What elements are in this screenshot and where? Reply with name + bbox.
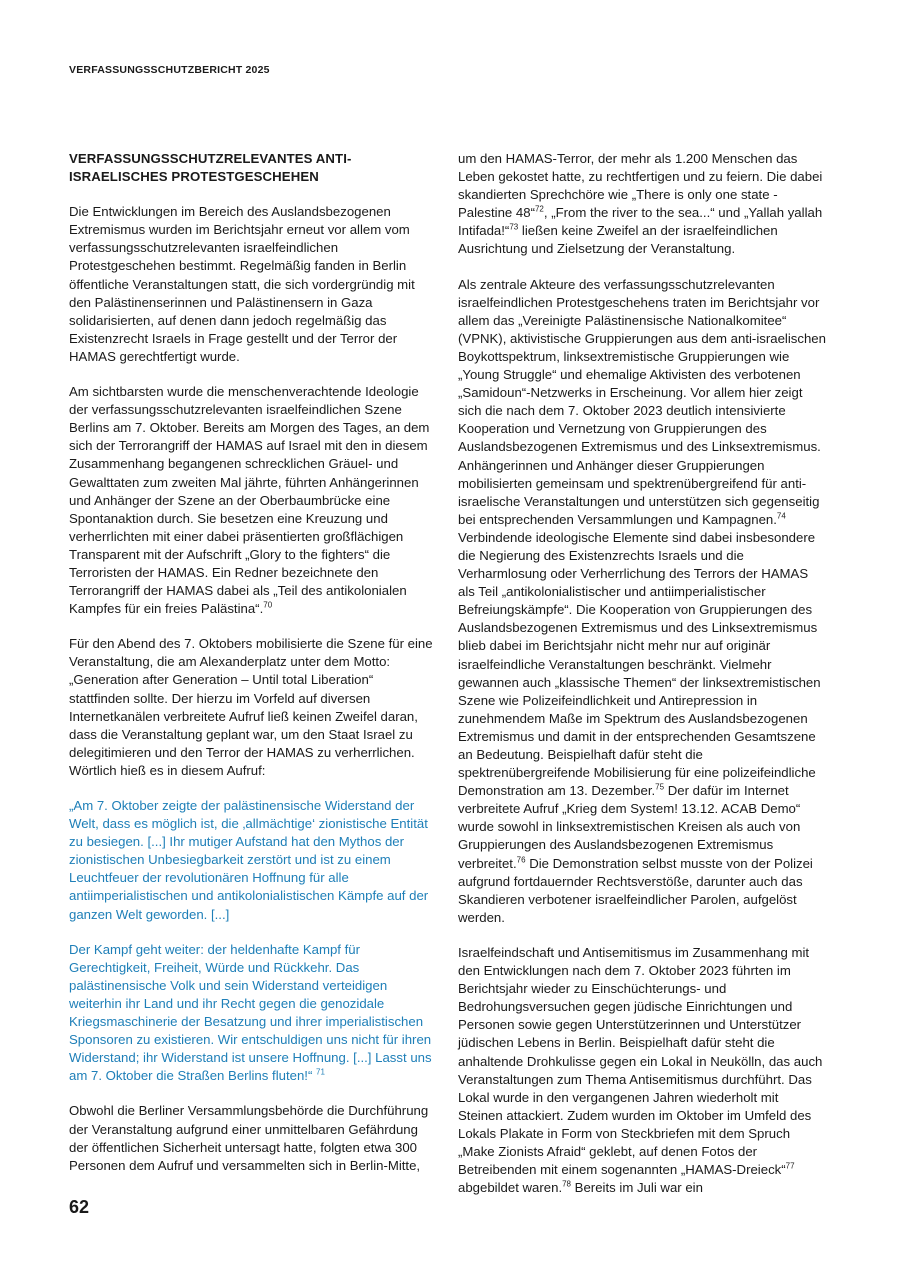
section-heading: VERFASSUNGSSCHUTZRELEVANTES ANTI-ISRAELISCHES PROTESTGESCHEHEN: [69, 151, 352, 185]
footnote-ref[interactable]: 72: [534, 204, 544, 214]
footnote-ref[interactable]: 77: [785, 1161, 795, 1171]
footnote-ref[interactable]: 71: [316, 1067, 325, 1077]
footnote-ref[interactable]: 73: [509, 222, 519, 232]
paragraph: Die Entwicklungen im Bereich des Auslandsbezogenen Extremismus wurden im Berichtsjahr erneut vor allem vom verfassungsschutzrelevanten israelfeindlichen Protestgeschehen bestimmt. Regelmäßig fanden in Berlin öffentliche Veranstaltungen statt, die sich vordergründig mit den Palästinenserinnen und Palästinensern in Gaza solidarisierten, auf denen dann jedoch regelmäßig das Existenzrecht Israels in Frage gestellt und der Terror der HAMAS gerechtfertigt wurde.: [69, 204, 415, 364]
document-header: VERFASSUNGSSCHUTZBERICHT 2025: [69, 64, 270, 76]
page-number: 62: [69, 1197, 90, 1217]
footnote-ref[interactable]: 74: [776, 511, 786, 521]
paragraph: Obwohl die Berliner Versammlungsbehörde die Durchführung der Veranstaltung aufgrund einer unmittelbaren Gefährdung der öffentlichen Sicherheit untersagt hatte, folgten etwa 300 Personen dem Aufruf und versammelten sich in Berlin-Mitte,: [69, 1103, 429, 1173]
quote-paragraph: „Am 7. Oktober zeigte der palästinensische Widerstand der Welt, dass es möglich ist, die ‚allmächtige‘ zionistische Entität zu besiegen. [...] Ihr mutiger Aufstand hat den Mythos der zionistischen Unbesiegbarkeit zerstört und ist zu einem Leuchtfeuer der revolutionären Hoffnung für alle antiimperialistischen und antikolonialistischen Kämpfe auf der ganzen Welt geworden. [...]: [69, 798, 429, 922]
footnote-ref[interactable]: 70: [263, 600, 273, 610]
footnote-ref[interactable]: 75: [655, 782, 665, 792]
paragraph: Als zentrale Akteure des verfassungsschutzrelevanten israelfeindlichen Protestgeschehens traten im Berichtsjahr vor allem das „Vereinigte Palästinensische Nationalkomitee“ (VPNK), aktivistische Gruppierungen aus dem anti-israelischen Boykottspektrum, linksextremistische Gruppierungen wie „Young Struggle“ und ehemalige Aktivisten des verbotenen „Samidoun“-Netzwerks in Erscheinung. Vor allem hier zeigt sich die nach dem 7. Oktober 2023 deutlich intensivierte Kooperation und Vernetzung von Gruppierungen des Auslandsbezogenen Extremismus und des Linksextremismus. Anhängerinnen und Anhänger dieser Gruppierungen mobilisierten gemeinsam und spektrenübergreifend für anti-israelische Veranstaltungen und unterstützen sich gegenseitig bei entsprechenden Versammlungen und Kampagnen.$^{74}$ Verbindende ideologische Elemente sind dabei insbesondere die Negierung des Existenzrechts Israels und die Verharmlosung oder Verherrlichung des Terrors der HAMAS als Teil „antikolonialistischer und antiimperialistischer Befreiungskämpfe“. Die Kooperation von Gruppierungen des Auslandsbezogenen Extremismus und des Linksextremismus blieb dabei im Berichtsjahr nicht mehr nur auf originär israelfeindliche Veranstaltungen beschränkt. Vielmehr gewannen auch „klassische Themen“ der linksextremistischen Szene wie Polizeifeindlichkeit und Antirepression in zunehmendem Maße im Spektrum des Auslandsbezogenen Extremismus und damit in der entsprechenden Gesamtszene an Bedeutung. Beispielhaft dafür steht die spektrenübergreifende Mobilisierung für eine polizeifeindliche Demonstration am 13. Dezember.$^{75}$ Der dafür im Internet verbreitete Aufruf „Krieg dem System! 13.12. ACAB Demo“ wurde sowohl in linksextremistischen Kreisen als auch von Gruppierungen des Auslandsbezogenen Extremismus verbreitet.$^{76}$ Die Demonstration selbst musste von der Polizei aufgrund fortdauernder Rechtsverstöße, darunter auch das Skandieren verbotener israelfeindlicher Parolen, aufgelöst werden.: [458, 276, 826, 925]
footnote-ref[interactable]: 76: [516, 855, 526, 865]
right-column: [458, 150, 826, 1214]
paragraph: Am sichtbarsten wurde die menschenverachtende Ideologie der verfassungsschutzrelevanten israelfeindlichen Szene Berlins am 7. Oktober. Bereits am Morgen des Tages, an dem sich der Terrorangriff der HAMAS auf Israel mit den in diesem Zusammenhang begangenen schrecklichen Gräuel- und Gewalttaten zum zweiten Mal jährte, führten Anhängerinnen und Anhänger der Szene an der Oberbaumbrücke eine Spontanaktion durch. Sie besetzen eine Kreuzung und verherrlichten mit einer dabei präsentierten großflächigen Transparent mit der Aufschrift „Glory to the fighters“ die Terroristen der HAMAS. Ein Redner bezeichnete den Terrorangriff der HAMAS dabei als „Teil des antikolonialen Kampfes für ein freies Palästina“.$^{70}$: [69, 384, 430, 617]
left-column: [69, 150, 437, 1192]
paragraph: um den HAMAS-Terror, der mehr als 1.200 Menschen das Leben gekostet hatte, zu rechtfertigen und zu feiern. Die dabei skandierten Sprechchöre wie „There is only one state - Palestine 48“$^{72}$, „From the river to the sea...“ und „Yallah yallah Intifada!“$^{73}$ ließen keine Zweifel an der israelfeindlichen Ausrichtung und Zielsetzung der Veranstaltung.: [458, 151, 823, 257]
paragraph: Für den Abend des 7. Oktobers mobilisierte die Szene für eine Veranstaltung, die am Alexanderplatz unter dem Motto: „Generation after Generation – Until total Liberation“ stattfinden sollte. Der hierzu im Vorfeld auf diversen Internetkanälen verbreitete Aufruf ließ keinen Zweifel daran, dass die Veranstaltung geplant war, um den Staat Israel zu delegitimieren und den Terror der HAMAS zu verherrlichen. Wörtlich hieß es in diesem Aufruf:: [69, 636, 433, 778]
paragraph: Israelfeindschaft und Antisemitismus im Zusammenhang mit den Entwicklungen nach dem 7. Oktober 2023 führten im Berichtsjahr wieder zu Einschüchterungs- und Bedrohungsversuchen gegen jüdische Einrichtungen und Personen sowie gegen Unterstützerinnen und Unterstützer jüdischen Lebens in Berlin. Beispielhaft dafür steht die anhaltende Drohkulisse gegen ein Lokal in Neukölln, das auch Veranstaltungen zum Thema Antisemitismus durchführt. Das Lokal wurde in den vergangenen Jahren wiederholt mit Steinen attackiert. Zudem wurden im Oktober im Umfeld des Lokals Plakate in Form von Steckbriefen mit dem Spruch „Make Zionists Afraid“ geklebt, auf denen Fotos der Betreibenden mit einem sogenannten „HAMAS-Dreieck“$^{77}$ abgebildet waren.$^{78}$ Bereits im Juli war ein: [458, 944, 823, 1196]
quote-paragraph: Der Kampf geht weiter: der heldenhafte Kampf für Gerechtigkeit, Freiheit, Würde und Rückkehr. Das palästinensische Volk und sein Widerstand verteidigen weiterhin ihr Land und ihr Recht gegen die genozidale Kriegsmaschinerie der Besatzung und ihrer imperialistischen Sponsoren zu existieren. Wir entschuldigen uns nicht für ihren Widerstand; ihr Widerstand ist unsere Hoffnung. [...] Lasst uns am 7. Oktober die Straßen Berlins fluten!“ $^{71}$: [69, 941, 432, 1084]
footnote-ref[interactable]: 78: [562, 1179, 572, 1189]
